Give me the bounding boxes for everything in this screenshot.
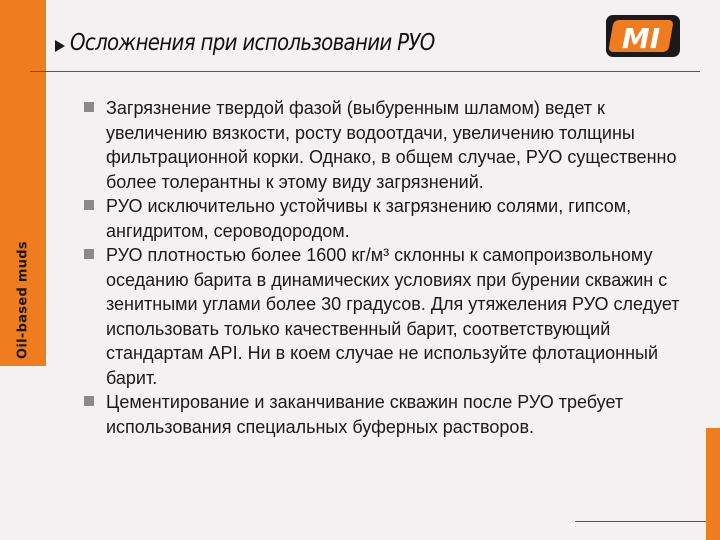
title-arrow-icon	[55, 40, 65, 52]
footer-divider	[575, 521, 720, 522]
bullet-list	[84, 96, 700, 439]
header-divider	[30, 71, 700, 72]
bullet-text: Загрязнение твердой фазой (выбуренным шламом) ведет к увеличению вязкости, росту водоотдачи, увеличению толщины фильтрационной корки. Однако, в общем случае, РУО существенно более толерантны к этому виду загрязнений.	[106, 98, 677, 192]
side-label: Oil-based muds	[15, 241, 31, 359]
slide-title: Осложнения при использовании РУО	[70, 30, 435, 56]
bullet-square-icon	[84, 200, 94, 210]
bullet-text: РУО исключительно устойчивы к загрязнению солями, гипсом, ангидритом, сероводородом.	[106, 196, 632, 241]
bullet-item	[84, 96, 700, 194]
corner-accent-bar	[706, 428, 720, 540]
bullet-text: РУО плотностью более 1600 кг/м³ склонны к самопроизвольному оседанию барита в динамических условиях при бурении скважин с зенитными углами более 30 градусов. Для утяжеления РУО следует использовать только качественный барит, соответствующий стандартам API. Ни в коем случае не используйте флотационный барит.	[106, 245, 680, 388]
bullet-square-icon	[84, 249, 94, 259]
logo-text: MI	[621, 22, 661, 55]
bullet-square-icon	[84, 396, 94, 406]
bullet-text: Цементирование и заканчивание скважин после РУО требует использования специальных буферных растворов.	[106, 392, 624, 437]
mi-logo	[602, 13, 684, 59]
bullet-item	[84, 243, 700, 390]
bullet-item	[84, 390, 700, 439]
bullet-item	[84, 194, 700, 243]
bullet-square-icon	[84, 102, 94, 112]
